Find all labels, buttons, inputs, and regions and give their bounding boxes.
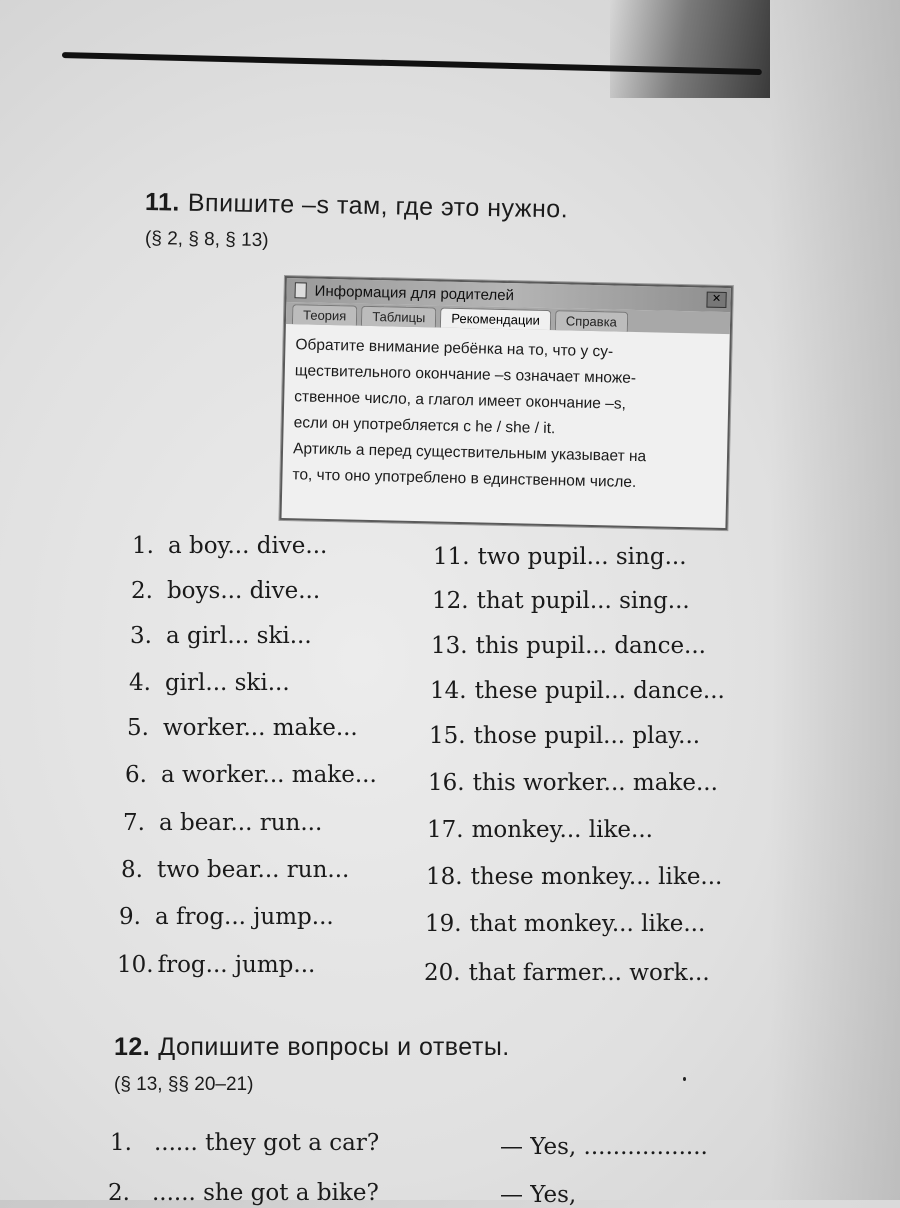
tab-help[interactable]: Справка — [555, 310, 628, 332]
exercise-instruction: Впишите –s там, где это нужно. — [187, 188, 569, 224]
close-icon[interactable]: ✕ — [706, 292, 726, 308]
tab-tables[interactable]: Таблицы — [361, 306, 437, 328]
page-edge-shadow — [770, 0, 900, 1200]
list-item: 1. a boy... dive... — [132, 533, 328, 559]
info-line: если он употребляется с he / she / it. — [293, 414, 556, 438]
ink-speck — [683, 1077, 686, 1081]
info-line: Обратите внимание ребёнка на то, что у су- — [295, 336, 614, 361]
answer-row: — Yes, — [500, 1182, 577, 1208]
list-item: 7. a bear... run... — [123, 810, 323, 836]
list-item: 10. frog... jump... — [117, 952, 316, 978]
list-item: 9. a frog... jump... — [119, 904, 334, 930]
list-item: 3. a girl... ski... — [130, 623, 312, 649]
exercise-12-heading — [114, 1033, 510, 1062]
answer-row: — Yes, ................. — [500, 1134, 708, 1160]
list-item: 18. these monkey... like... — [426, 864, 723, 890]
list-item: 2. boys... dive... — [131, 578, 321, 604]
list-item: 4. girl... ski... — [129, 670, 290, 696]
info-line: то, что оно употреблено в единственном числе. — [292, 466, 637, 492]
info-line: ственное число, а глагол имеет окончание –s, — [294, 388, 627, 413]
list-item: 11. two pupil... sing... — [433, 544, 687, 570]
list-item: 20. that farmer... work... — [424, 960, 710, 986]
parent-info-window — [279, 276, 732, 530]
info-window-body — [282, 324, 730, 504]
page-corner-shadow — [610, 0, 770, 98]
list-item: 19. that monkey... like... — [425, 911, 706, 937]
question-row: 2. ...... she got a bike? — [108, 1180, 379, 1206]
info-line: ществительного окончание –s означает множе- — [294, 362, 637, 387]
exercise-number: 11. — [144, 188, 181, 217]
document-icon — [294, 282, 306, 298]
list-item: 15. those pupil... play... — [429, 723, 701, 749]
exercise-11-heading — [145, 188, 569, 224]
list-item: 13. this pupil... dance... — [431, 633, 706, 659]
exercise-number: 12. — [114, 1033, 151, 1061]
list-item: 17. monkey... like... — [427, 817, 653, 843]
list-item: 8. two bear... run... — [121, 857, 350, 883]
list-item: 6. a worker... make... — [125, 762, 377, 788]
list-item: 12. that pupil... sing... — [432, 588, 690, 614]
tab-theory[interactable]: Теория — [292, 304, 358, 325]
info-line: Артикль a перед существительным указывает на — [292, 440, 647, 466]
exercise-11-refs: (§ 2, § 8, § 13) — [144, 228, 269, 252]
list-item: 5. worker... make... — [127, 715, 358, 741]
info-window-title: Информация для родителей — [314, 282, 515, 304]
exercise-12-refs: (§ 13, §§ 20–21) — [114, 1074, 254, 1095]
list-item: 14. these pupil... dance... — [430, 678, 725, 704]
tab-recommendations[interactable]: Рекомендации — [440, 308, 551, 331]
list-item: 16. this worker... make... — [428, 770, 718, 796]
exercise-instruction: Допишите вопросы и ответы. — [158, 1033, 510, 1061]
question-row: 1. ...... they got a car? — [110, 1130, 380, 1156]
